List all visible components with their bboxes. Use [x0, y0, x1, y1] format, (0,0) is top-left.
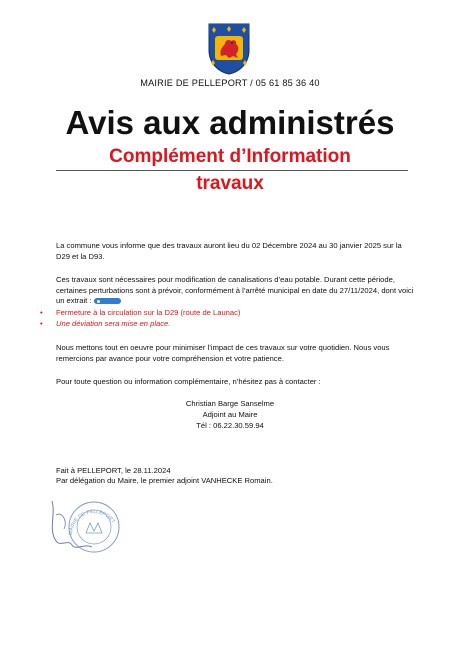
signoff-delegation: Par délégation du Maire, le premier adjoint VANHECKE Romain. — [56, 476, 273, 485]
stamp-lettering: MAIRIE DE PELLEPORT — [67, 508, 116, 536]
contact-role: Adjoint au Maire — [202, 410, 258, 419]
paragraph-works-reason — [56, 275, 418, 307]
municipal-crest-logo — [205, 20, 253, 76]
contact-name: Christian Barge Sanselme — [185, 399, 275, 408]
subtitle-line-2: travaux — [196, 173, 264, 194]
title-divider — [56, 170, 408, 171]
link-badge-icon[interactable] — [94, 298, 121, 304]
paragraph-works-dates: La commune vous informe que des travaux auront lieu du 02 Décembre 2024 au 30 janvier 2025 sur la D29 et la D93. — [56, 241, 402, 261]
paragraph-apology: Nous mettons tout en oeuvre pour minimiser l’impact de ces travaux sur votre quotidien. Nous vous remercions par avance pour votre compréhension et votre patience. — [56, 343, 390, 363]
list-item-text: Une déviation sera mise en place. — [56, 319, 171, 328]
official-stamp-and-signature — [42, 495, 130, 555]
mairie-contact-header: MAIRIE DE PELLEPORT / 05 61 85 36 40 — [140, 78, 320, 88]
contact-phone: Tél : 06.22.30.59.94 — [196, 421, 264, 430]
list-item — [40, 319, 420, 329]
list-item-text: Fermeture à la circulation sur la D29 (route de Launac) — [56, 308, 241, 317]
subtitle-line-1: Complément d’Information — [109, 146, 351, 167]
paragraph-works-reason-text: Ces travaux sont nécessaires pour modification de canalisations d’eau potable. Durant cette période, certaines perturbations sont à prévoir, conformément à l’arrêté municipal en date du 27/11/2024, dont voici un extrait : — [56, 275, 414, 306]
svg-text:MAIRIE DE PELLEPORT — [68, 509, 116, 535]
list-item — [40, 308, 420, 318]
page-title: Avis aux administrés — [65, 104, 395, 141]
paragraph-contact-intro: Pour toute question ou information complémentaire, n’hésitez pas à contacter : — [56, 377, 321, 386]
signoff-date: Fait à PELLEPORT, le 28.11.2024 — [56, 466, 171, 475]
bullet-icon: • — [40, 308, 43, 317]
bullet-icon: • — [40, 319, 43, 328]
